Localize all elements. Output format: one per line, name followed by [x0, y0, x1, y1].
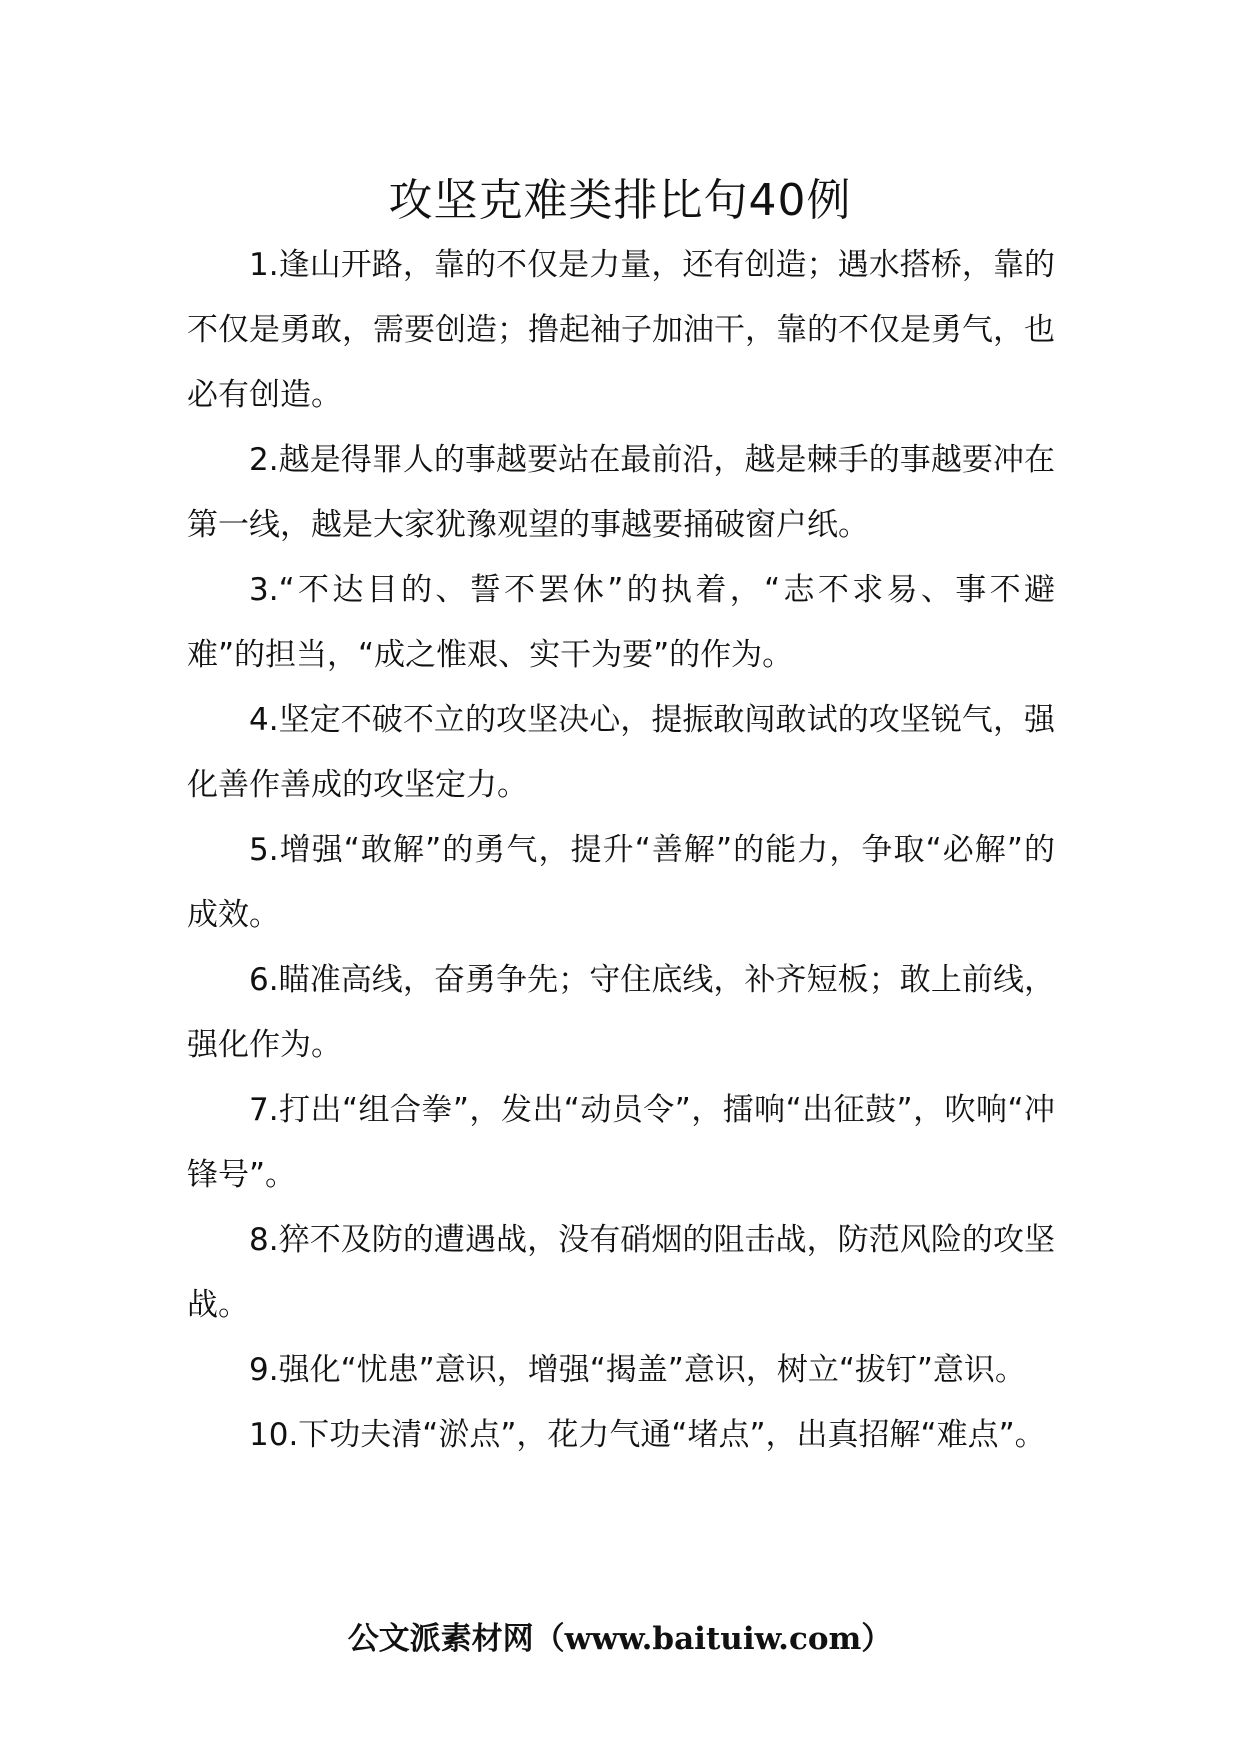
paragraph-4: 4.坚定不破不立的攻坚决心，提振敢闯敢试的攻坚锐气，强化善作善成的攻坚定力。: [187, 702, 1055, 803]
paragraph-5: 5.增强“敢解”的勇气，提升“善解”的能力，争取“必解”的成效。: [187, 832, 1055, 933]
paragraph-2: 2.越是得罪人的事越要站在最前沿，越是棘手的事越要冲在第一线，越是大家犹豫观望的事越要捅破窗户纸。: [187, 442, 1055, 543]
paragraph-7: 7.打出“组合拳”，发出“动员令”，擂响“出征鼓”，吹响“冲锋号”。: [187, 1092, 1055, 1193]
paragraph-10: 10.下功夫清“淤点”，花力气通“堵点”，出真招解“难点”。: [249, 1417, 1046, 1453]
paragraph-8: 8.猝不及防的遭遇战，没有硝烟的阻击战，防范风险的攻坚战。: [187, 1222, 1055, 1323]
paragraph-3: 3.“不达目的、誓不罢休”的执着，“志不求易、事不避难”的担当，“成之惟艰、实干为要”的作为。: [187, 572, 1055, 673]
paragraph-9: 9.强化“忧患”意识，增强“揭盖”意识，树立“拔钉”意识。: [249, 1352, 1026, 1388]
paragraph-6: 6.瞄准高线，奋勇争先；守住底线，补齐短板；敢上前线，强化作为。: [187, 962, 1055, 1063]
document-body: [187, 233, 1055, 1468]
paragraph-1: 1.逢山开路，靠的不仅是力量，还有创造；遇水搭桥，靠的不仅是勇敢，需要创造；撸起袖子加油干，靠的不仅是勇气，也必有创造。: [187, 247, 1055, 413]
document-title: 攻坚克难类排比句40例: [388, 175, 852, 226]
footer-source: 公文派素材网（www.baituiw.com）: [347, 1621, 893, 1657]
